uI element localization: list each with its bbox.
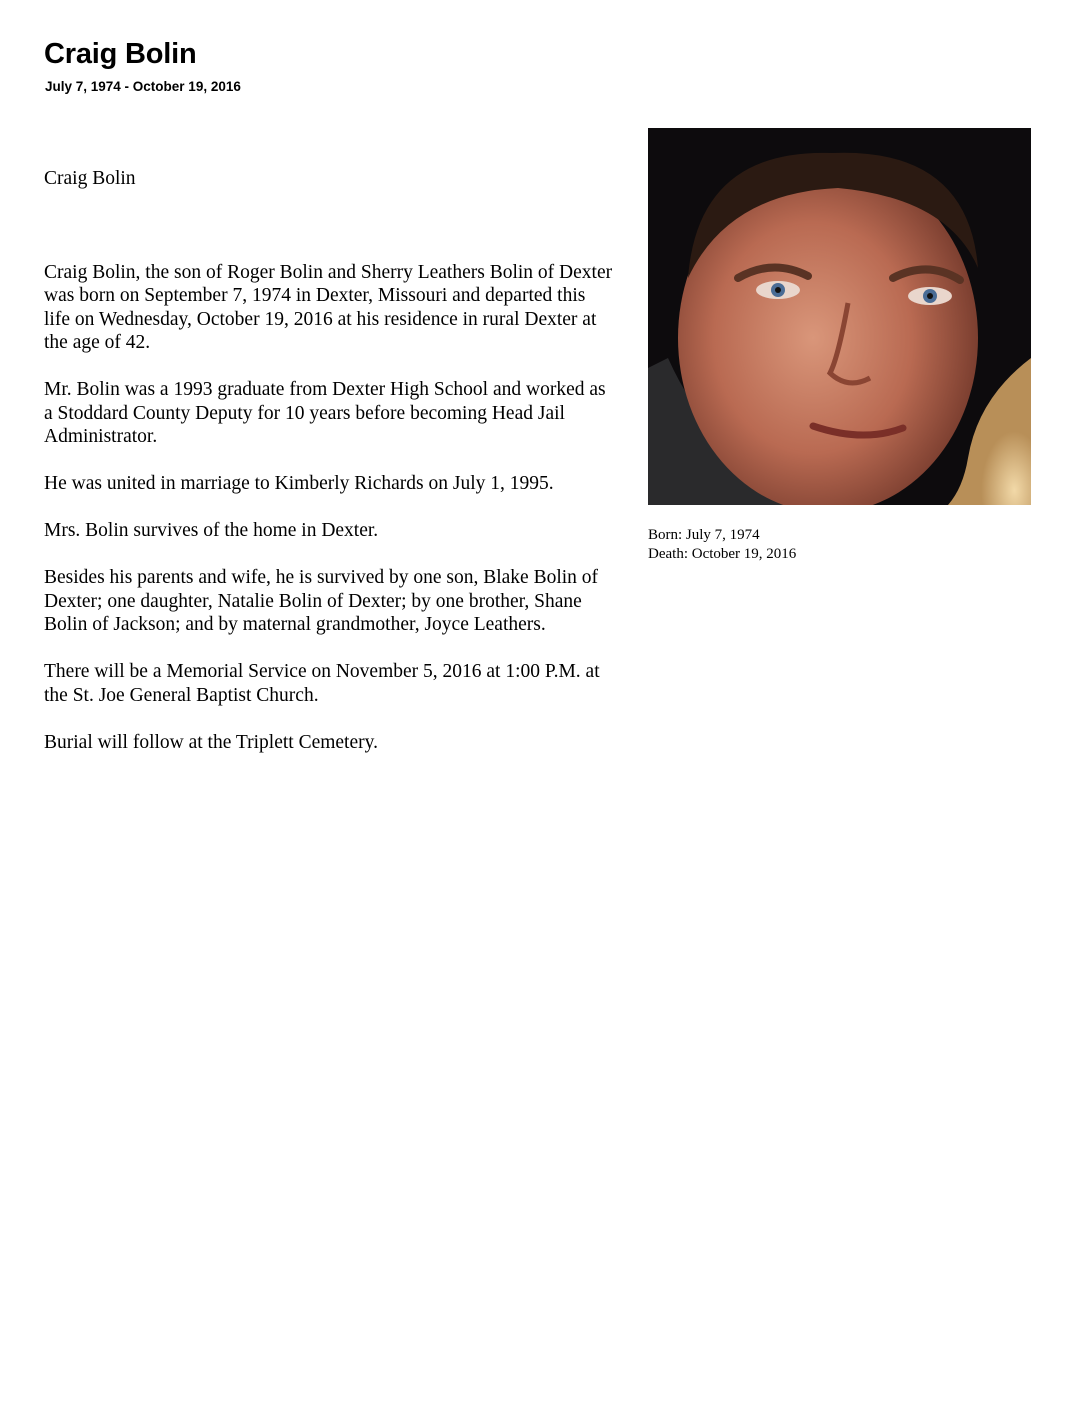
intro-name: Craig Bolin: [44, 168, 136, 189]
obituary-paragraph: Mrs. Bolin survives of the home in Dexter.: [44, 520, 379, 541]
born-date: Born: July 7, 1974: [648, 527, 760, 543]
page-title: Craig Bolin: [44, 38, 197, 70]
death-date: Death: October 19, 2016: [648, 546, 797, 562]
obituary-paragraph: Craig Bolin, the son of Roger Bolin and Sherry Leathers Bolin of Dexter was born on September 7, 1974 in Dexter, Missouri and departed this life on Wednesday, October 19, 2016 at his residence in rural Dexter at the age of 42.: [44, 261, 613, 353]
vital-dates: [648, 526, 796, 564]
portrait-photo: [648, 128, 1031, 505]
obituary-body: [44, 167, 614, 778]
obituary-paragraph: Mr. Bolin was a 1993 graduate from Dexter High School and worked as a Stoddard County Deputy for 10 years before becoming Head Jail Administrator.: [44, 379, 606, 447]
obituary-paragraph: He was united in marriage to Kimberly Richards on July 1, 1995.: [44, 473, 554, 494]
obituary-paragraph: Burial will follow at the Triplett Cemetery.: [44, 731, 378, 753]
obituary-paragraph: There will be a Memorial Service on November 5, 2016 at 1:00 P.M. at the St. Joe General Baptist Church.: [44, 661, 600, 706]
obituary-paragraph: Besides his parents and wife, he is survived by one son, Blake Bolin of Dexter; one daughter, Natalie Bolin of Dexter; by one brother, Shane Bolin of Jackson; and by maternal grandmother, Joyce Leathers.: [44, 567, 599, 635]
life-dates: July 7, 1974 - October 19, 2016: [45, 79, 241, 94]
